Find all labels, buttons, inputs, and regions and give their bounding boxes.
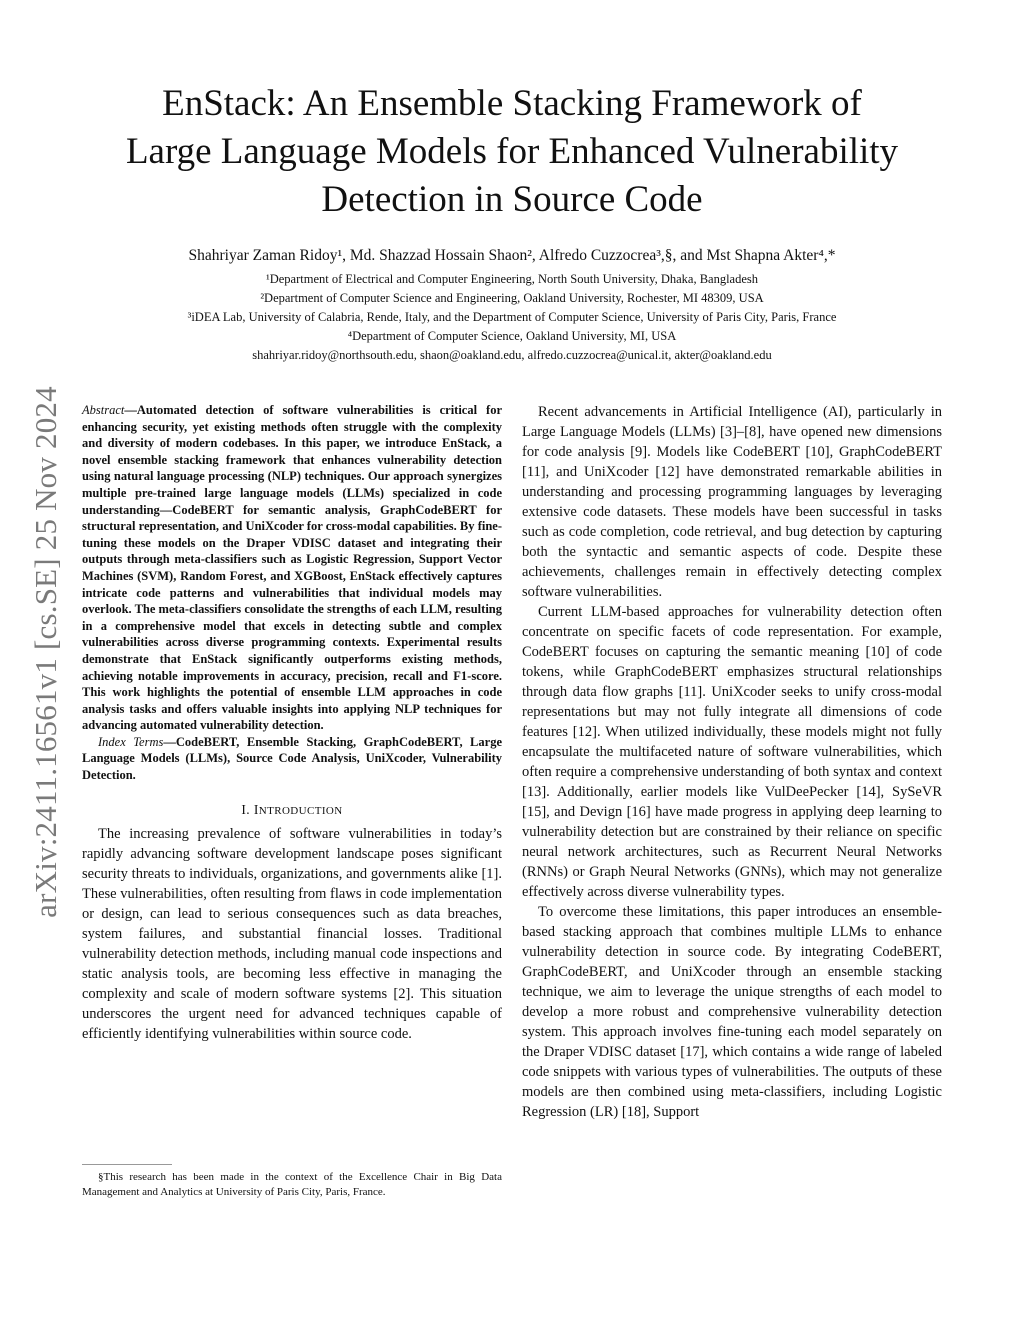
footnote: §This research has been made in the context of the Excellence Chair in Big Data Management and Analytics at University of Paris City, Paris, France. — [82, 1171, 502, 1198]
index-terms-text: —CodeBERT, Ensemble Stacking, GraphCodeBERT, Large Language Models (LLMs), Source Code Analysis, UniXcoder, Vulnerability Detection. — [82, 734, 502, 783]
footnote-rule — [82, 1164, 172, 1165]
abstract-text: —Automated detection of software vulnerabilities is critical for enhancing security, yet existing methods often struggle with the complexity and diversity of modern codebases. In this paper, we introduce EnStack, a novel ensemble stacking framework that enhances vulnerability detection using natural language processing (NLP) techniques. Our approach synergizes multiple pre-trained large language models (LLMs) specialized in code understanding—CodeBERT for semantic analysis, GraphCodeBERT for structural representation, and UniXcoder for cross-modal capabilities. By fine-tuning these models on the Draper VDISC dataset and integrating their outputs through meta-classifiers such as Logistic Regression, Support Vector Machines (SVM), Random Forest, and XGBoost, EnStack effectively captures intricate code patterns and vulnerabilities that individual models may overlook. The meta-classifiers consolidate the strengths of each LLM, resulting in a comprehensive model that excels in detecting subtle and complex vulnerabilities across diverse programming contexts. Experimental results demonstrate that EnStack significantly outperforms existing methods, achieving notable improvements in accuracy, precision, recall and F1-score. This work highlights the potential of ensemble LLM approaches in code analysis tasks and offers valuable insights into applying NLP techniques for advancing automated vulnerability detection. — [82, 403, 502, 733]
title-line-2: Large Language Models for Enhanced Vulnerability — [125, 131, 899, 172]
authors-line: Shahriyar Zaman Ridoy¹, Md. Shazzad Hossain Shaon², Alfredo Cuzzocrea³,§, and Mst Shapna Akter⁴,* — [188, 247, 836, 264]
index-terms — [82, 734, 502, 784]
right-column — [522, 402, 942, 1122]
affiliation-1: ¹Department of Electrical and Computer Engineering, North South University, Dhaka, Bangladesh — [265, 272, 759, 286]
title-line-1: EnStack: An Ensemble Stacking Framework of — [162, 83, 862, 124]
section-heading-introduction — [82, 802, 502, 818]
intro-paragraph-4: To overcome these limitations, this paper introduces an ensemble-based stacking approach that combines multiple LLMs to enhance vulnerability detection in source code. By integrating CodeBERT, GraphCodeBERT, and UniXcoder through an ensemble stacking technique, we aim to leverage the unique strengths of each model to develop a more robust and comprehensive vulnerability detection system. This approach involves fine-tuning each model separately on the Draper VDISC dataset [17], which contains a wide range of labeled code snippets with various types of vulnerabilities. The outputs of these models are then combined using meta-classifiers, including Logistic Regression (LR) [18], Support — [522, 904, 942, 1120]
affiliation-list — [40, 270, 984, 365]
section-title-rest: NTRODUCTION — [258, 804, 343, 817]
intro-paragraph-3: Current LLM-based approaches for vulnerability detection often concentrate on specific facets of code representation. For example, CodeBERT focuses on capturing the semantic meaning [10] of code tokens, while GraphCodeBERT emphasizes structural relationships through data flow graphs [11]. UniXcoder seeks to unify cross-modal representations but may not fully integrate all dimensions of code features [12]. When utilized individually, these models might not fully encapsulate the multifaceted nature of software vulnerabilities, which often require a comprehensive understanding of both syntax and context [13]. Additionally, earlier models like VulDeePecker [14], SySeVR [15], and Devign [16] have made progress in applying deep learning to vulnerability detection but are constrained by their reliance on specific neural network architectures, such as Recurrent Neural Networks (RNNs) or Graph Neural Networks (GNNs), which may not generalize effectively across diverse vulnerability types. — [522, 604, 942, 900]
intro-paragraph-1: The increasing prevalence of software vulnerabilities in today’s rapidly advancing software development landscape poses significant security threats to individuals, organizations, and governments alike [1]. These vulnerabilities, often resulting from flaws in code implementation or design, can lead to serious consequences such as data breaches, system failures, and substantial financial losses. Traditional vulnerability detection methods, including manual code inspections and static analysis tools, are becoming less effective in managing the complexity and scale of modern software systems [2]. This situation underscores the urgent need for advanced techniques capable of efficiently identifying vulnerabilities within source code. — [82, 825, 502, 1042]
author-list — [40, 246, 984, 266]
arxiv-identifier-text: arXiv:2411.16561v1 [cs.SE] 25 Nov 2024 — [28, 386, 63, 918]
title-line-3: Detection in Source Code — [321, 179, 703, 220]
left-column — [82, 402, 502, 1044]
section-number: I. — [241, 801, 251, 817]
index-terms-label: Index Terms — [98, 734, 164, 749]
section-first-letter: I — [253, 801, 259, 817]
paper-title — [60, 80, 964, 224]
affiliation-3: ³iDEA Lab, University of Calabria, Rende, Italy, and the Department of Computer Science, University of Paris City, Paris, France — [187, 310, 837, 324]
author-emails: shahriyar.ridoy@northsouth.edu, shaon@oakland.edu, alfredo.cuzzocrea@unical.it, akter@oakland.edu — [252, 348, 772, 362]
abstract — [82, 402, 502, 734]
affiliation-4: ⁴Department of Computer Science, Oakland University, MI, USA — [347, 329, 677, 343]
intro-paragraph-2: Recent advancements in Artificial Intelligence (AI), particularly in Large Language Models (LLMs) [3]–[8], have opened new dimensions for code analysis [9]. Models like CodeBERT [10], GraphCodeBERT [11], and UniXcoder [12] have demonstrated remarkable abilities in understanding and processing programming languages by leveraging extensive code datasets. These models have been successful in tasks such as code completion, code retrieval, and bug detection by capturing both the syntactic and semantic aspects of code. Despite these achievements, challenges remain in effectively detecting complex software vulnerabilities. — [522, 404, 942, 600]
affiliation-2: ²Department of Computer Science and Engineering, Oakland University, Rochester, MI 48309, USA — [260, 291, 764, 305]
abstract-label: Abstract — [82, 403, 125, 417]
